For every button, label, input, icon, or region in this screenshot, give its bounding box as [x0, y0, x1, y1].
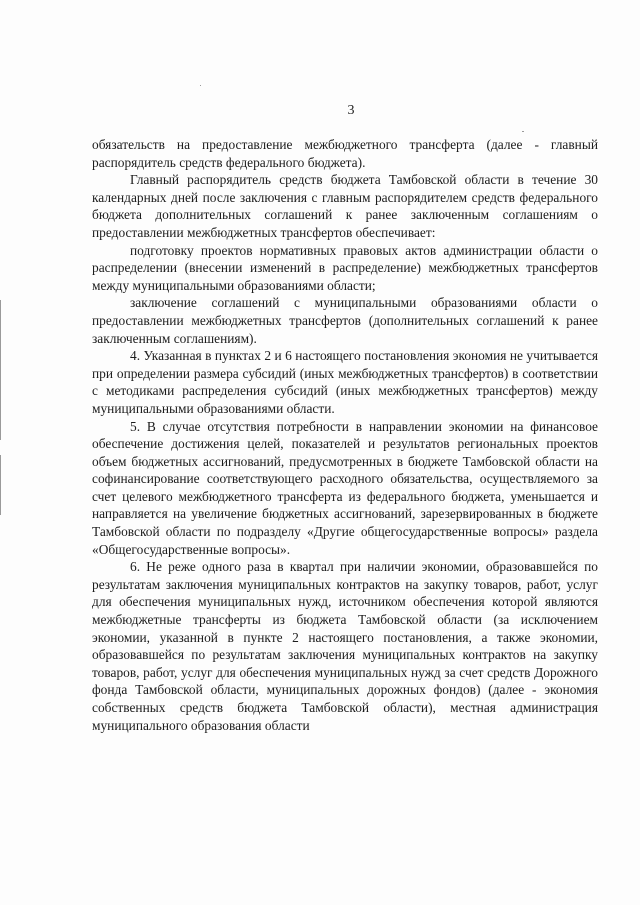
- scan-margin-mark: [0, 455, 1, 515]
- scan-dot: [200, 85, 201, 86]
- document-body: [92, 136, 598, 734]
- paragraph-continuation: обязательств на предоставление межбюджетного трансферта (далее - главный распорядитель средств федерального бюджета).: [92, 137, 598, 170]
- paragraph-agreements: заключение соглашений с муниципальными образованиями области о предоставлении межбюджетных трансфертов (дополнительных соглашений к ранее заключенным соглашениям).: [92, 295, 598, 346]
- scan-margin-mark: [0, 300, 1, 440]
- paragraph-main-distributor: Главный распорядитель средств бюджета Тамбовской области в течение 30 календарных дней после заключения с главным распорядителем средств федерального бюджета дополнительных соглашений к ранее заключенным соглашениям о предоставлении межбюджетных трансфертов обеспечивает:: [92, 172, 598, 240]
- paragraph-item-6: 6. Не реже одного раза в квартал при наличии экономии, образовавшейся по результатам заключения муниципальных контрактов на закупку товаров, работ, услуг для обеспечения муниципальных нужд, источником обеспечения которой являются межбюджетные трансферты из бюджета Тамбовской области (за исключением экономии, указанной в пункте 2 настоящего постановления, а также экономии, образовавшейся по результатам заключения муниципальных контрактов на закупку товаров, работ, услуг для обеспечения муниципальных нужд за счет средств Дорожного фонда Тамбовской области, муниципальных дорожных фондов) (далее - экономия собственных средств бюджета Тамбовской области), местная администрация муниципального образования области: [92, 559, 598, 733]
- scan-dot: [522, 131, 524, 132]
- paragraph-drafting-acts: подготовку проектов нормативных правовых актов администрации области о распределении (внесении изменений в распределение) межбюджетных трансфертов между муниципальными образованиями области;: [92, 242, 598, 293]
- paragraph-item-4: 4. Указанная в пунктах 2 и 6 настоящего постановления экономия не учитывается при определении размера субсидий (иных межбюджетных трансфертов) в соответствии с методиками распределения субсидий (иных межбюджетных трансфертов) между муниципальными образованиями области.: [92, 348, 598, 416]
- paragraph-item-5: 5. В случае отсутствия потребности в направлении экономии на финансовое обеспечение достижения целей, показателей и результатов региональных проектов объем бюджетных ассигнований, предусмотренных в бюджете Тамбовской области на софинансирование соответствующего расходного обязательства, осуществляемого за счет целевого межбюджетного трансферта из федерального бюджета, уменьшается и направляется на увеличение бюджетных ассигнований, зарезервированных в бюджете Тамбовской области по подразделу «Другие общегосударственные вопросы» раздела «Общегосударственные вопросы».: [92, 418, 598, 557]
- page-number: 3: [347, 103, 355, 118]
